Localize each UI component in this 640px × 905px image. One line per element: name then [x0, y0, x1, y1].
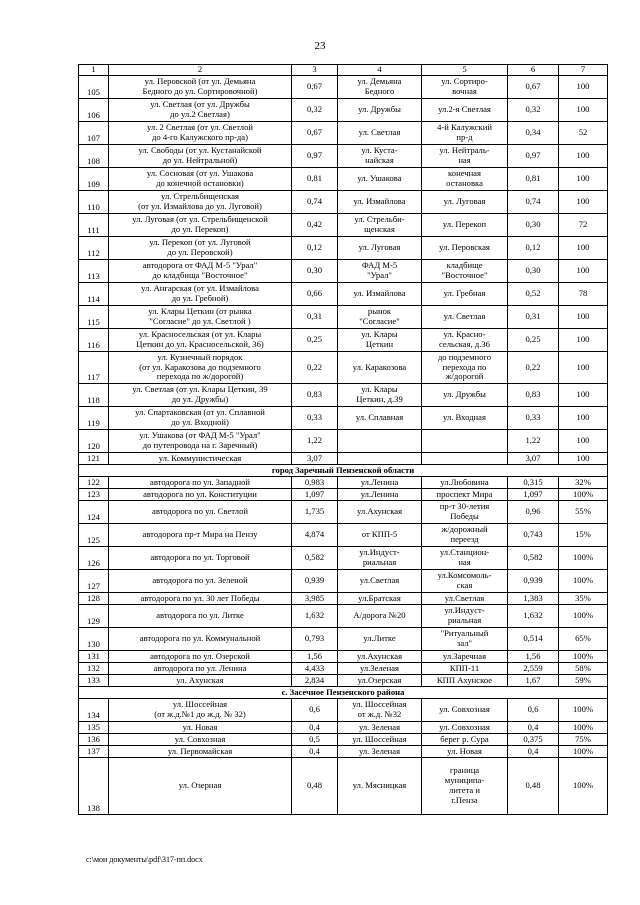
table-row: [79, 477, 608, 489]
start-point: ул. Шоссейная от ж.д. №32: [338, 699, 422, 722]
percent-complete: 100: [559, 384, 608, 407]
start-point: ул. Луговая: [338, 237, 422, 260]
percent-complete: 100: [559, 329, 608, 352]
road-name: ул. Озерная: [109, 758, 292, 815]
repaired-length: 0,4: [508, 746, 559, 758]
repaired-length: 0,6: [508, 699, 559, 722]
percent-complete: 72: [559, 214, 608, 237]
end-point: 4-й Калужский пр-д: [422, 122, 508, 145]
table-row: [79, 99, 608, 122]
length-km: 0,32: [292, 99, 338, 122]
road-name: автодорога от ФАД М-5 "Урал" до кладбища "Восточное": [109, 260, 292, 283]
start-point: рынок "Согласие": [338, 306, 422, 329]
table-header-row: [79, 65, 608, 76]
table-row: [79, 453, 608, 465]
repaired-length: 1,632: [508, 605, 559, 628]
length-km: 1,632: [292, 605, 338, 628]
repaired-length: 0,97: [508, 145, 559, 168]
end-point: ул. Совхозная: [422, 699, 508, 722]
road-name: автодорога по ул. Литке: [109, 605, 292, 628]
start-point: ул. Зеленая: [338, 722, 422, 734]
length-km: 2,834: [292, 675, 338, 687]
repaired-length: 0,81: [508, 168, 559, 191]
road-name: ул. Стрельбищенская (от ул. Измайлова до ул. Луговой): [109, 191, 292, 214]
end-point: [422, 430, 508, 453]
row-number: 137: [79, 746, 109, 758]
length-km: 3,985: [292, 593, 338, 605]
row-number: 120: [79, 430, 109, 453]
percent-complete: 100: [559, 191, 608, 214]
length-km: 0,83: [292, 384, 338, 407]
repaired-length: 0,582: [508, 547, 559, 570]
start-point: [338, 453, 422, 465]
percent-complete: 100: [559, 352, 608, 384]
road-name: ул. Шоссейная (от ж.д.№1 до ж.д. № 32): [109, 699, 292, 722]
row-number: 116: [79, 329, 109, 352]
row-number: 135: [79, 722, 109, 734]
table-row: [79, 593, 608, 605]
repaired-length: 0,83: [508, 384, 559, 407]
start-point: ул. Каракозова: [338, 352, 422, 384]
row-number: 124: [79, 501, 109, 524]
repaired-length: 0,52: [508, 283, 559, 306]
table-row: [79, 191, 608, 214]
start-point: ул.Озерская: [338, 675, 422, 687]
row-number: 108: [79, 145, 109, 168]
section-title: город Заречный Пензенской области: [79, 465, 608, 477]
road-name: ул. Коммунистическая: [109, 453, 292, 465]
table-row: [79, 407, 608, 430]
table-row: [79, 122, 608, 145]
row-number: 105: [79, 76, 109, 99]
end-point: ул.2-я Светлая: [422, 99, 508, 122]
percent-complete: 78: [559, 283, 608, 306]
length-km: 4,874: [292, 524, 338, 547]
start-point: ул. Демьяна Бедного: [338, 76, 422, 99]
start-point: А/дорога №20: [338, 605, 422, 628]
start-point: [338, 430, 422, 453]
start-point: ул. Стрельби- щенская: [338, 214, 422, 237]
table-row: [79, 168, 608, 191]
row-number: 109: [79, 168, 109, 191]
end-point: ул.Заречная: [422, 651, 508, 663]
road-name: ул. Ахунская: [109, 675, 292, 687]
repaired-length: 0,315: [508, 477, 559, 489]
percent-complete: 32%: [559, 477, 608, 489]
length-km: 1,097: [292, 489, 338, 501]
end-point: граница муниципа- литета и г.Пенза: [422, 758, 508, 815]
row-number: 112: [79, 237, 109, 260]
percent-complete: 100%: [559, 547, 608, 570]
percent-complete: 100: [559, 430, 608, 453]
length-km: 0,12: [292, 237, 338, 260]
repaired-length: 2,559: [508, 663, 559, 675]
length-km: 0,4: [292, 722, 338, 734]
row-number: 134: [79, 699, 109, 722]
length-km: 0,5: [292, 734, 338, 746]
start-point: ул. Клары Цеткин, д.39: [338, 384, 422, 407]
percent-complete: 100%: [559, 605, 608, 628]
table-row: [79, 489, 608, 501]
road-name: ул. Новая: [109, 722, 292, 734]
end-point: конечная остановка: [422, 168, 508, 191]
percent-complete: 59%: [559, 675, 608, 687]
end-point: ул.Станцион- ная: [422, 547, 508, 570]
repaired-length: 0,48: [508, 758, 559, 815]
table-row: [79, 329, 608, 352]
table-row: [79, 352, 608, 384]
repaired-length: 0,32: [508, 99, 559, 122]
repaired-length: 0,22: [508, 352, 559, 384]
percent-complete: 65%: [559, 628, 608, 651]
length-km: 0,793: [292, 628, 338, 651]
length-km: 0,983: [292, 477, 338, 489]
repaired-length: 0,30: [508, 260, 559, 283]
end-point: ж/дорожный переезд: [422, 524, 508, 547]
table-row: [79, 663, 608, 675]
end-point: ул. Красно- сельская, д.36: [422, 329, 508, 352]
length-km: 0,67: [292, 122, 338, 145]
percent-complete: 100: [559, 260, 608, 283]
start-point: ул. Шоссейная: [338, 734, 422, 746]
road-name: автодорога по ул. Коммунальной: [109, 628, 292, 651]
percent-complete: 100%: [559, 758, 608, 815]
percent-complete: 100: [559, 306, 608, 329]
road-name: ул. Сосновая (от ул. Ушакова до конечной остановки): [109, 168, 292, 191]
column-header: 1: [79, 65, 109, 76]
end-point: ул. Светлая: [422, 306, 508, 329]
length-km: 0,97: [292, 145, 338, 168]
row-number: 131: [79, 651, 109, 663]
end-point: до подземного перехода по ж/дорогой: [422, 352, 508, 384]
length-km: 0,31: [292, 306, 338, 329]
row-number: 121: [79, 453, 109, 465]
percent-complete: 100: [559, 76, 608, 99]
section-title: с. Засечное Пензенского района: [79, 687, 608, 699]
percent-complete: 100%: [559, 651, 608, 663]
table-row: [79, 524, 608, 547]
table-row: [79, 384, 608, 407]
end-point: ул. Входная: [422, 407, 508, 430]
road-name: ул. 2 Светлая (от ул. Светлой до 4-го Калужского пр-да): [109, 122, 292, 145]
table-row: [79, 306, 608, 329]
road-name: ул. Перовской (от ул. Демьяна Бедного до ул. Сортировочной): [109, 76, 292, 99]
length-km: 1,56: [292, 651, 338, 663]
end-point: кладбище "Восточное": [422, 260, 508, 283]
end-point: ул. Дружбы: [422, 384, 508, 407]
row-number: 129: [79, 605, 109, 628]
row-number: 125: [79, 524, 109, 547]
road-name: ул. Красносельская (от ул. Клары Цеткин до ул. Красносельской, 36): [109, 329, 292, 352]
road-name: ул. Свободы (от ул. Кустанайской до ул. Нейтральной): [109, 145, 292, 168]
roads-table: [78, 64, 608, 815]
repaired-length: 0,12: [508, 237, 559, 260]
length-km: 1,735: [292, 501, 338, 524]
percent-complete: 100: [559, 168, 608, 191]
table-row: [79, 722, 608, 734]
row-number: 107: [79, 122, 109, 145]
length-km: 0,42: [292, 214, 338, 237]
table-row: [79, 746, 608, 758]
length-km: 0,48: [292, 758, 338, 815]
road-name: автодорога по ул. Озерской: [109, 651, 292, 663]
repaired-length: 1,097: [508, 489, 559, 501]
road-name: ул. Ушакова (от ФАД М-5 "Урал" до путепровода на г. Заречный): [109, 430, 292, 453]
length-km: 0,25: [292, 329, 338, 352]
length-km: 0,6: [292, 699, 338, 722]
table-row: [79, 699, 608, 722]
row-number: 138: [79, 758, 109, 815]
start-point: ул.Зеленая: [338, 663, 422, 675]
table-row: [79, 758, 608, 815]
road-name: ул. Совхозная: [109, 734, 292, 746]
column-header: 4: [338, 65, 422, 76]
repaired-length: 0,67: [508, 76, 559, 99]
start-point: ул. Клары Цеткин: [338, 329, 422, 352]
percent-complete: 100%: [559, 570, 608, 593]
repaired-length: 0,939: [508, 570, 559, 593]
table-row: [79, 734, 608, 746]
row-number: 127: [79, 570, 109, 593]
row-number: 106: [79, 99, 109, 122]
length-km: 4,433: [292, 663, 338, 675]
percent-complete: 100%: [559, 746, 608, 758]
start-point: ул. Куста- найская: [338, 145, 422, 168]
table-row: [79, 283, 608, 306]
table-row: [79, 651, 608, 663]
row-number: 114: [79, 283, 109, 306]
table-row: [79, 430, 608, 453]
road-name: ул. Клары Цеткин (от рынка "Согласие" до ул. Светлой ): [109, 306, 292, 329]
length-km: 0,4: [292, 746, 338, 758]
repaired-length: 0,4: [508, 722, 559, 734]
length-km: 3,07: [292, 453, 338, 465]
percent-complete: 75%: [559, 734, 608, 746]
percent-complete: 100%: [559, 699, 608, 722]
end-point: ул. Нейтраль- ная: [422, 145, 508, 168]
table-row: [79, 675, 608, 687]
row-number: 117: [79, 352, 109, 384]
column-header: 6: [508, 65, 559, 76]
start-point: ул.Братская: [338, 593, 422, 605]
table-row: [79, 628, 608, 651]
start-point: ул. Ушакова: [338, 168, 422, 191]
table-row: [79, 547, 608, 570]
road-name: автодорога по ул. Ленина: [109, 663, 292, 675]
length-km: 0,939: [292, 570, 338, 593]
road-name: ул. Светлая (от ул. Дружбы до ул.2 Светлая): [109, 99, 292, 122]
length-km: 0,81: [292, 168, 338, 191]
start-point: от КПП-5: [338, 524, 422, 547]
repaired-length: 0,743: [508, 524, 559, 547]
length-km: 0,33: [292, 407, 338, 430]
road-name: ул. Первомайская: [109, 746, 292, 758]
column-header: 3: [292, 65, 338, 76]
row-number: 130: [79, 628, 109, 651]
length-km: 0,66: [292, 283, 338, 306]
end-point: ул. Перовская: [422, 237, 508, 260]
column-header: 2: [109, 65, 292, 76]
table-row: [79, 237, 608, 260]
row-number: 123: [79, 489, 109, 501]
row-number: 132: [79, 663, 109, 675]
table-row: [79, 570, 608, 593]
length-km: 0,67: [292, 76, 338, 99]
file-path-footer: c:\мои документы\pdf\317-пп.docx: [86, 855, 203, 864]
start-point: ФАД М-5 "Урал": [338, 260, 422, 283]
row-number: 113: [79, 260, 109, 283]
length-km: 0,30: [292, 260, 338, 283]
percent-complete: 100: [559, 237, 608, 260]
road-name: автодорога пр-т Мира на Пензу: [109, 524, 292, 547]
percent-complete: 58%: [559, 663, 608, 675]
road-name: ул. Спартаковская (от ул. Сплавной до ул. Входной): [109, 407, 292, 430]
column-header: 7: [559, 65, 608, 76]
end-point: ул. Гребная: [422, 283, 508, 306]
percent-complete: 52: [559, 122, 608, 145]
percent-complete: 100: [559, 407, 608, 430]
percent-complete: 100: [559, 145, 608, 168]
repaired-length: 0,375: [508, 734, 559, 746]
table-row: [79, 605, 608, 628]
end-point: КПП-11: [422, 663, 508, 675]
repaired-length: 0,30: [508, 214, 559, 237]
percent-complete: 100%: [559, 722, 608, 734]
percent-complete: 100: [559, 99, 608, 122]
row-number: 126: [79, 547, 109, 570]
repaired-length: 0,34: [508, 122, 559, 145]
road-name: автодорога по ул. Западной: [109, 477, 292, 489]
road-name: автодорога по ул. Светлой: [109, 501, 292, 524]
section-header-row: [79, 465, 608, 477]
end-point: ул. Совхозная: [422, 722, 508, 734]
percent-complete: 35%: [559, 593, 608, 605]
end-point: берег р. Сура: [422, 734, 508, 746]
repaired-length: 1,67: [508, 675, 559, 687]
road-name: ул. Ангарская (от ул. Измайлова до ул. Гребной): [109, 283, 292, 306]
road-name: автодорога по ул. 30 лет Победы: [109, 593, 292, 605]
percent-complete: 100%: [559, 489, 608, 501]
repaired-length: 1,56: [508, 651, 559, 663]
row-number: 111: [79, 214, 109, 237]
row-number: 133: [79, 675, 109, 687]
end-point: ул. Новая: [422, 746, 508, 758]
end-point: [422, 453, 508, 465]
start-point: ул.Светлая: [338, 570, 422, 593]
row-number: 122: [79, 477, 109, 489]
end-point: ул.Индуст- риальная: [422, 605, 508, 628]
start-point: ул. Измайлова: [338, 283, 422, 306]
table-row: [79, 145, 608, 168]
table-row: [79, 76, 608, 99]
start-point: ул.Ленина: [338, 489, 422, 501]
repaired-length: 0,31: [508, 306, 559, 329]
repaired-length: 0,96: [508, 501, 559, 524]
start-point: ул. Дружбы: [338, 99, 422, 122]
column-header: 5: [422, 65, 508, 76]
start-point: ул.Ахунская: [338, 651, 422, 663]
road-name: автодорога по ул. Конституции: [109, 489, 292, 501]
start-point: ул. Зеленая: [338, 746, 422, 758]
length-km: 0,582: [292, 547, 338, 570]
end-point: ул.Любовина: [422, 477, 508, 489]
end-point: ул.Комсомоль- ская: [422, 570, 508, 593]
road-name: ул. Светлая (от ул. Клары Цеткин, 39 до ул. Дружбы): [109, 384, 292, 407]
road-name: автодорога по ул. Зеленой: [109, 570, 292, 593]
row-number: 118: [79, 384, 109, 407]
road-name: автодорога по ул. Торговой: [109, 547, 292, 570]
road-name: ул. Кузнечный порядок (от ул. Каракозова до подземного перехода по ж/дорогой): [109, 352, 292, 384]
repaired-length: 3,07: [508, 453, 559, 465]
end-point: ул. Сортиро- вочная: [422, 76, 508, 99]
length-km: 0,74: [292, 191, 338, 214]
row-number: 115: [79, 306, 109, 329]
end-point: "Ритуальный зал": [422, 628, 508, 651]
row-number: 128: [79, 593, 109, 605]
end-point: ул. Перекоп: [422, 214, 508, 237]
table-row: [79, 260, 608, 283]
section-header-row: [79, 687, 608, 699]
start-point: ул.Индуст- риальная: [338, 547, 422, 570]
start-point: ул.Литке: [338, 628, 422, 651]
repaired-length: 0,25: [508, 329, 559, 352]
end-point: КПП Ахунское: [422, 675, 508, 687]
percent-complete: 55%: [559, 501, 608, 524]
repaired-length: 0,33: [508, 407, 559, 430]
road-name: ул. Луговая (от ул. Стрельбищенской до ул. Перекоп): [109, 214, 292, 237]
length-km: 0,22: [292, 352, 338, 384]
repaired-length: 1,22: [508, 430, 559, 453]
repaired-length: 1,383: [508, 593, 559, 605]
start-point: ул. Светлая: [338, 122, 422, 145]
length-km: 1,22: [292, 430, 338, 453]
end-point: ул.Светлая: [422, 593, 508, 605]
table-row: [79, 501, 608, 524]
repaired-length: 0,514: [508, 628, 559, 651]
percent-complete: 15%: [559, 524, 608, 547]
start-point: ул.Ахунская: [338, 501, 422, 524]
table-row: [79, 214, 608, 237]
repaired-length: 0,74: [508, 191, 559, 214]
row-number: 136: [79, 734, 109, 746]
start-point: ул. Мясницкая: [338, 758, 422, 815]
start-point: ул.Ленина: [338, 477, 422, 489]
start-point: ул. Измайлова: [338, 191, 422, 214]
end-point: ул. Луговая: [422, 191, 508, 214]
start-point: ул. Сплавная: [338, 407, 422, 430]
row-number: 119: [79, 407, 109, 430]
end-point: проспект Мира: [422, 489, 508, 501]
percent-complete: 100: [559, 453, 608, 465]
table-body: [79, 65, 608, 815]
end-point: пр-т 30-летия Победы: [422, 501, 508, 524]
road-name: ул. Перекоп (от ул. Луговой до ул. Перовской): [109, 237, 292, 260]
page-number: 23: [314, 40, 326, 52]
row-number: 110: [79, 191, 109, 214]
